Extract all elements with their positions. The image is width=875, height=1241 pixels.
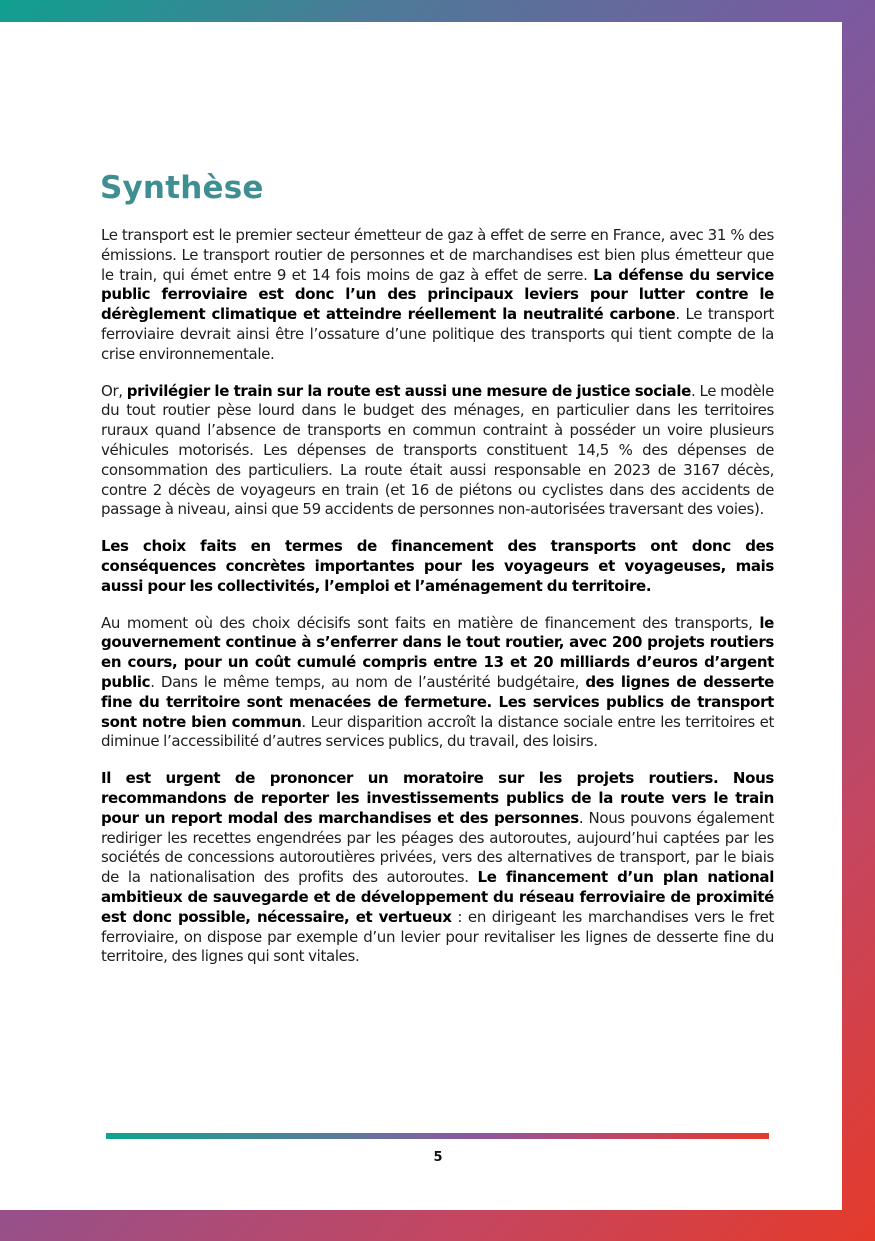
paragraph [101,382,774,521]
text-segment: . Le transport ferroviaire devrait ainsi être l’ossature d’une politique des transports qui tient compte de la crise environnementale. [101,305,774,363]
body-text [101,226,774,984]
paragraph [101,226,774,365]
page-title: Synthèse [100,170,264,206]
paragraph [101,769,774,967]
text-segment: Au moment où des choix décisifs sont faits en matière de financement des transports, [101,613,760,632]
text-segment: . Nous pouvons également rediriger les recettes engendrées par les péages des autoroutes, aujourd’hui captées par les sociétés de concessions autoroutières privées, vers des alternatives de transport, par le biais de la nationalisation des profits des autoroutes. [101,808,774,887]
bold-text-segment: Le financement d’un plan national ambitieux de sauvegarde et de développement du réseau ferroviaire de proximité est donc possible, nécessaire, et vertueux [101,868,774,926]
paragraph [101,537,774,596]
text-segment: : en dirigeant les marchandises vers le fret ferroviaire, on dispose par exemple d’un levier pour revitaliser les lignes de desserte fine du territoire, des lignes qui sont vitales. [101,907,775,966]
bold-text-segment: Les choix faits en termes de financement des transports ont donc des conséquences concrètes importantes pour les voyageurs et voyageuses, mais aussi pour les collectivités, l’emploi et l’aménagement du territoire. [101,537,774,595]
bold-text-segment: Il est urgent de prononcer un moratoire sur les projets routiers. Nous recommandons de reporter les investissements publics de la route vers le train pour un report modal des marchandises et des personnes [101,769,774,827]
bold-text-segment: des lignes de desserte fine du territoire sont menacées de fermeture. Les services publics de transport sont notre bien commun [101,672,774,731]
text-segment: Le transport est le premier secteur émetteur de gaz à effet de serre en France, avec 31 % des émissions. Le transport routier de personnes et de marchandises est bien plus émetteur que le train, qui émet entre 9 et 14 fois moins de gaz à effet de serre. [101,226,774,284]
text-segment: . Dans le même temps, au nom de l’austérité budgétaire, [150,672,586,691]
page-number: 5 [433,1150,443,1165]
text-segment: . Le modèle du tout routier pèse lourd dans le budget des ménages, en particulier dans les territoires ruraux quand l’absence de transports en commun contraint à posséder un voire plusieurs véhicules motorisés. Les dépenses de transports constituent 14,5 % des dépenses de consommation des particuliers. La route était aussi responsable en 2023 de 3167 décès, contre 2 décès de voyageurs en train (et 16 de piétons ou cyclistes dans des accidents de passage à niveau, ainsi que 59 accidents de personnes non-autorisées traversant des voies). [101,381,774,519]
paragraph [101,614,774,753]
footer-divider [106,1133,769,1139]
bold-text-segment: le gouvernement continue à s’enferrer dans le tout routier, avec 200 projets routiers en cours, pour un coût cumulé compris entre 13 et 20 milliards d’euros d’argent public [101,613,774,691]
text-segment: Or, [101,381,127,400]
bold-text-segment: privilégier le train sur la route est aussi une mesure de justice sociale [126,381,691,400]
bold-text-segment: La défense du service public ferroviaire est donc l’un des principaux leviers pour lutter contre le dérèglement climatique et atteindre réellement la neutralité carbone [101,265,775,324]
text-segment: . Leur disparition accroît la distance sociale entre les territoires et diminue l’accessibilité d’autres services publics, du travail, des loisirs. [101,712,774,751]
